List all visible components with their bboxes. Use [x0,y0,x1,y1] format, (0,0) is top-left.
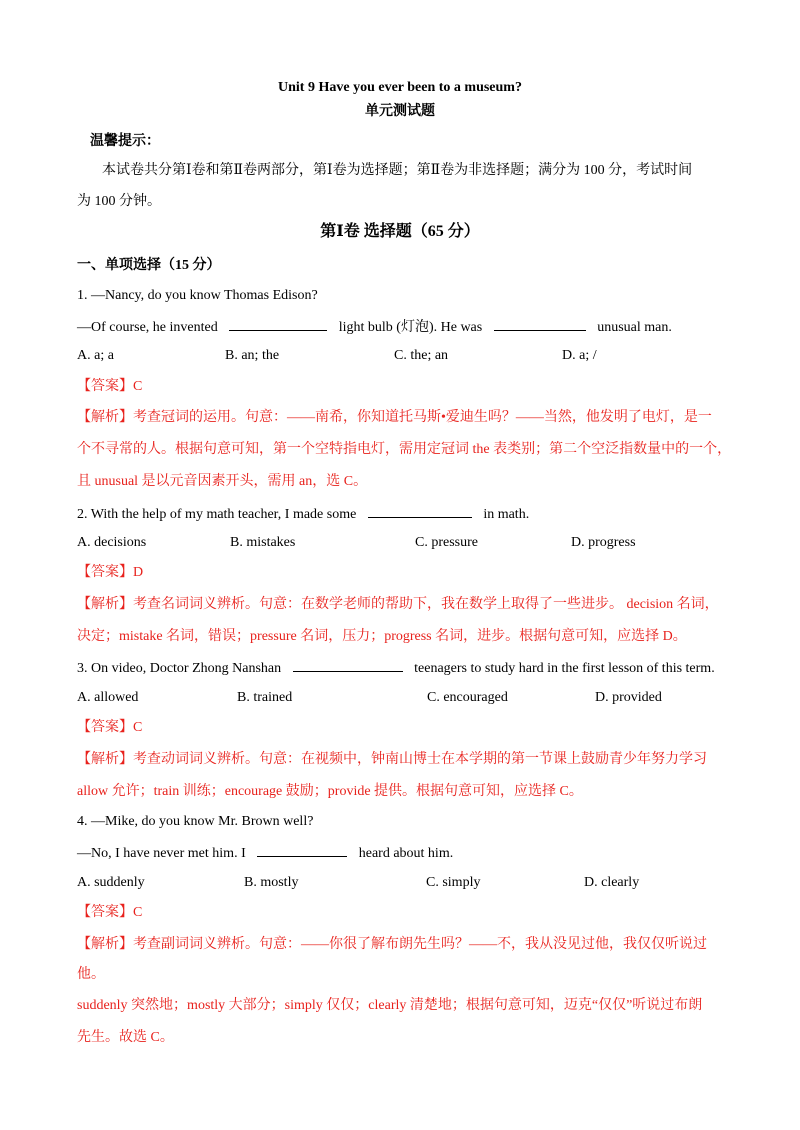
q1-stem-line-2 [77,316,730,338]
q1-stem-part-a: —Of course, he invented [77,320,218,335]
q1-blank-1 [229,316,327,331]
q4-option-c: C. simply [426,875,481,890]
q1-option-c: C. the; an [394,348,449,363]
q1-stem-part-b: light bulb (灯泡). He was [338,320,483,335]
q4-option-b: B. mostly [244,875,299,890]
q4-analysis-line-1: 【解析】考查副词词义辨析。句意：——你很了解布朗先生吗？——不，我从没见过他，我仅仅听说过 [77,937,707,952]
q1-analysis-line-3: 且 unusual 是以元音因素开头，需用 an，选 C。 [77,474,368,489]
q2-option-a: A. decisions [77,535,147,550]
q2-blank [368,503,472,518]
q3-stem-part-b: teenagers to study hard in the first lesson of this term. [414,661,715,676]
q3-stem [77,657,730,679]
q4-blank [257,842,347,857]
q4-analysis-line-3: suddenly 突然地；mostly 大部分；simply 仅仅；clearly 清楚地；根据句意可知，迈克“仅仅”听说过布朗 [77,998,703,1013]
q3-analysis-line-1: 【解析】考查动词词义辨析。句意：在视频中，钟南山博士在本学期的第一节课上鼓励青少年努力学习 [77,752,707,767]
q4-stem-part-b: heard about him. [358,846,454,861]
q4-analysis-line-4: 先生。故选 C。 [77,1030,174,1045]
part-heading: 一、单项选择（15 分） [77,258,221,273]
q3-stem-part-a: 3. On video, Doctor Zhong Nanshan [77,661,282,676]
q3-answer: 【答案】C [77,720,143,735]
q1-answer: 【答案】C [77,379,143,394]
q2-analysis-line-1: 【解析】考查名词词义辨析。句意：在数学老师的帮助下，我在数学上取得了一些进步。 decision 名词， [77,597,719,612]
q3-option-c: C. encouraged [427,690,508,705]
q1-blank-2 [494,316,586,331]
q1-option-d: D. a; / [562,348,597,363]
q3-option-a: A. allowed [77,690,139,705]
q3-option-b: B. trained [237,690,293,705]
q4-answer: 【答案】C [77,905,143,920]
q2-stem [77,503,730,525]
q1-stem-line-1: 1. —Nancy, do you know Thomas Edison? [77,288,318,303]
q1-analysis-line-2: 个不寻常的人。根据句意可知，第一个空特指电灯，需用定冠词 the 表类别；第二个空泛指数量中的一个， [77,442,732,457]
q1-option-b: B. an; the [225,348,280,363]
q3-option-d: D. provided [595,690,662,705]
q4-analysis-line-2: 他。 [77,967,105,982]
q2-answer: 【答案】D [77,565,144,580]
q1-stem-part-c: unusual man. [597,320,672,335]
q2-stem-part-b: in math. [483,507,530,522]
q4-option-d: D. clearly [584,875,640,890]
q2-option-d: D. progress [571,535,636,550]
q3-blank [293,657,403,672]
tip-heading: 温馨提示： [90,134,160,149]
q4-option-a: A. suddenly [77,875,145,890]
q4-stem-line-2 [77,842,730,864]
section-title: 第Ⅰ卷 选择题（65 分） [320,223,480,240]
document-subtitle: 单元测试题 [365,104,435,119]
document-title: Unit 9 Have you ever been to a museum? [278,80,522,95]
q1-option-a: A. a; a [77,348,114,363]
tip-line-1: 本试卷共分第Ⅰ卷和第Ⅱ卷两部分，第Ⅰ卷为选择题；第Ⅱ卷为非选择题；满分为 100 分，考试时间 [102,163,693,178]
q2-option-c: C. pressure [415,535,478,550]
q2-stem-part-a: 2. With the help of my math teacher, I made some [77,507,357,522]
q1-analysis-line-1: 【解析】考查冠词的运用。句意：——南希，你知道托马斯•爱迪生吗？——当然，他发明了电灯，是一 [77,410,712,425]
q4-stem-part-a: —No, I have never met him. I [77,846,246,861]
q2-analysis-line-2: 决定；mistake 名词，错误；pressure 名词，压力；progress 名词，进步。根据句意可知，应选择 D。 [77,629,687,644]
q2-option-b: B. mistakes [230,535,296,550]
q3-analysis-line-2: allow 允许；train 训练；encourage 鼓励；provide 提供。根据句意可知，应选择 C。 [77,784,583,799]
tip-line-2: 为 100 分钟。 [77,194,161,209]
q4-stem-line-1: 4. —Mike, do you know Mr. Brown well? [77,814,314,829]
